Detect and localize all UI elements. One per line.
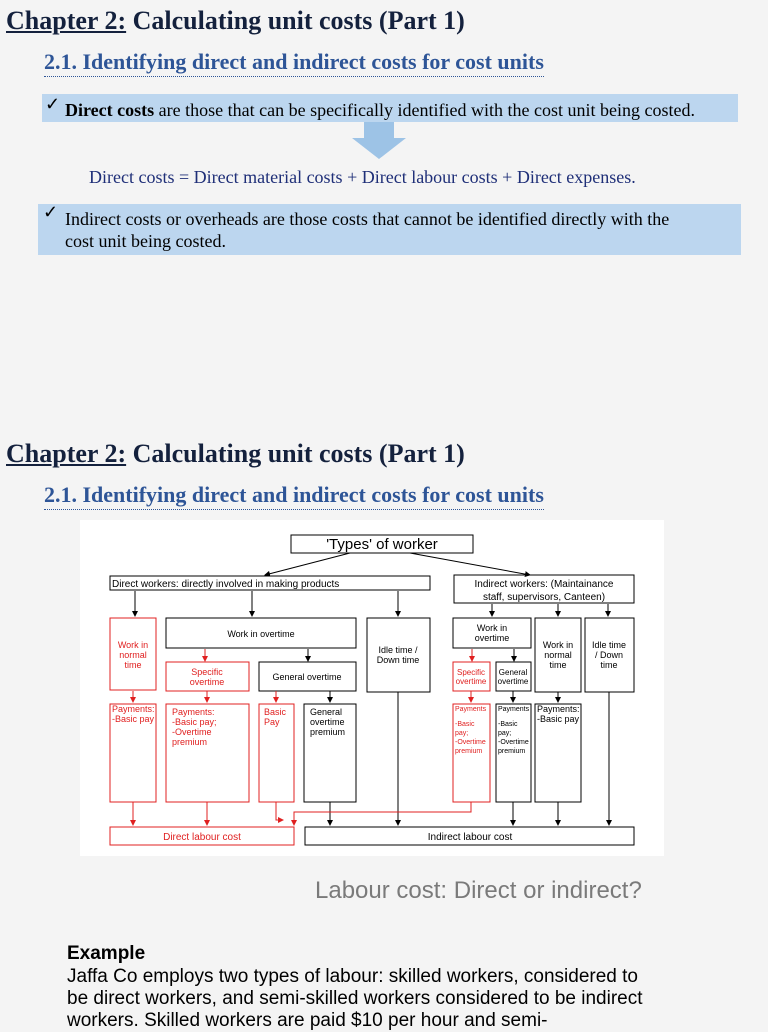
- i-pay-b-l1: Payments: [498, 706, 530, 713]
- direct-costs-term: Direct costs: [65, 100, 155, 120]
- specific-l1: Specific: [191, 667, 223, 677]
- checkmark-icon: ✓: [43, 202, 59, 222]
- work-normal-l3: time: [124, 660, 142, 670]
- work-normal-l2: normal: [119, 650, 147, 660]
- i-pay-b-l4: -Overtime: [498, 739, 529, 746]
- i-general-l1: General: [498, 668, 528, 677]
- i-idle-l2: / Down: [594, 650, 624, 660]
- work-in-overtime-label: Work in overtime: [227, 629, 295, 639]
- i-specific-l1: Specific: [456, 668, 486, 677]
- i-pay-c-l2: -Basic pay: [537, 714, 580, 724]
- slide2-section-heading: 2.1. Identifying direct and indirect costs for cost units: [44, 482, 544, 510]
- indirect-costs-line2: cost unit being costed.: [65, 231, 226, 251]
- payments-l2: -Basic pay: [112, 714, 155, 724]
- indirect-costs-line1: Indirect costs or overheads are those costs that cannot be identified directly with the: [65, 209, 670, 229]
- i-work-normal-l1: Work in: [542, 640, 574, 650]
- i-pay-a-l2: -Basic: [455, 721, 475, 728]
- chapter-prefix: Chapter 2:: [6, 6, 127, 35]
- specific-l2: overtime: [189, 677, 225, 687]
- gen-prem-l1: General: [310, 707, 343, 717]
- worker-types-flowchart: [80, 520, 664, 856]
- idle-l1: Idle time /: [378, 645, 418, 655]
- i-pay-b-l2: -Basic: [498, 721, 518, 728]
- checkmark-icon: ✓: [45, 94, 61, 114]
- idle-l2: Down time: [376, 655, 420, 665]
- i-idle-l1: Idle time: [591, 640, 627, 650]
- indirect-workers-label-1: Indirect workers: (Maintainance: [474, 579, 614, 590]
- i-pay-a-l1: Payments: [455, 706, 487, 713]
- i-pay-a-l4: -Overtime: [455, 739, 486, 746]
- i-pay-c-l1: Payments:: [537, 704, 580, 714]
- i-work-ot-l1: Work in: [476, 623, 508, 633]
- direct-costs-definition: [65, 99, 695, 121]
- example-text: Jaffa Co employs two types of labour: skilled workers, considered to be direct workers, and semi-skilled workers considered to be indirect workers. Skilled workers are paid $10 per hour and semi-: [67, 966, 643, 1031]
- slide1-chapter-title: [6, 6, 465, 36]
- slide2-chapter-title: [6, 439, 465, 469]
- basic-l1: Basic: [264, 707, 287, 717]
- gen-prem-l2: overtime: [310, 717, 345, 727]
- worker-types-diagram: [80, 520, 664, 856]
- payments2-l2: -Basic pay;: [172, 717, 217, 727]
- i-pay-a-l3: pay;: [455, 730, 469, 737]
- chapter-title-rest: Calculating unit costs (Part 1): [132, 6, 465, 35]
- indirect-workers-label-2: staff, supervisors, Canteen): [482, 592, 606, 603]
- direct-workers-label: Direct workers: directly involved in making products: [112, 579, 340, 590]
- i-work-ot-l2: overtime: [474, 633, 510, 643]
- payments2-l4: premium: [172, 737, 208, 747]
- indirect-costs-definition: [65, 208, 669, 252]
- basic-l2: Pay: [264, 717, 280, 727]
- chapter-prefix: Chapter 2:: [6, 439, 127, 468]
- i-general-l2: overtime: [497, 677, 529, 686]
- i-pay-b-l3: pay;: [498, 730, 512, 737]
- i-specific-l2: overtime: [455, 677, 487, 686]
- direct-costs-formula: Direct costs = Direct material costs + Direct labour costs + Direct expenses.: [89, 167, 636, 187]
- direct-labour-cost-label: Direct labour cost: [163, 832, 241, 843]
- indirect-labour-cost-label: Indirect labour cost: [427, 832, 513, 843]
- payments-l1: Payments:: [112, 704, 155, 714]
- i-pay-b-l5: premium: [498, 748, 526, 755]
- example-heading: Example: [67, 943, 146, 964]
- payments2-l1: Payments:: [172, 707, 215, 717]
- direct-costs-text: are those that can be specifically identified with the cost unit being costed.: [158, 100, 695, 120]
- chapter-title-rest: Calculating unit costs (Part 1): [132, 439, 465, 468]
- types-title: 'Types' of worker: [326, 536, 438, 553]
- work-normal-l1: Work in: [117, 640, 149, 650]
- i-idle-l3: time: [600, 660, 618, 670]
- i-pay-a-l5: premium: [455, 748, 483, 755]
- i-work-normal-l2: normal: [544, 650, 572, 660]
- general-overtime-label: General overtime: [272, 672, 342, 682]
- i-work-normal-l3: time: [549, 660, 567, 670]
- slide1-section-heading: 2.1. Identifying direct and indirect costs for cost units: [44, 49, 544, 77]
- payments2-l3: -Overtime: [172, 727, 212, 737]
- diagram-caption: Labour cost: Direct or indirect?: [315, 877, 642, 904]
- down-arrow-icon: [350, 122, 408, 160]
- gen-prem-l3: premium: [310, 727, 346, 737]
